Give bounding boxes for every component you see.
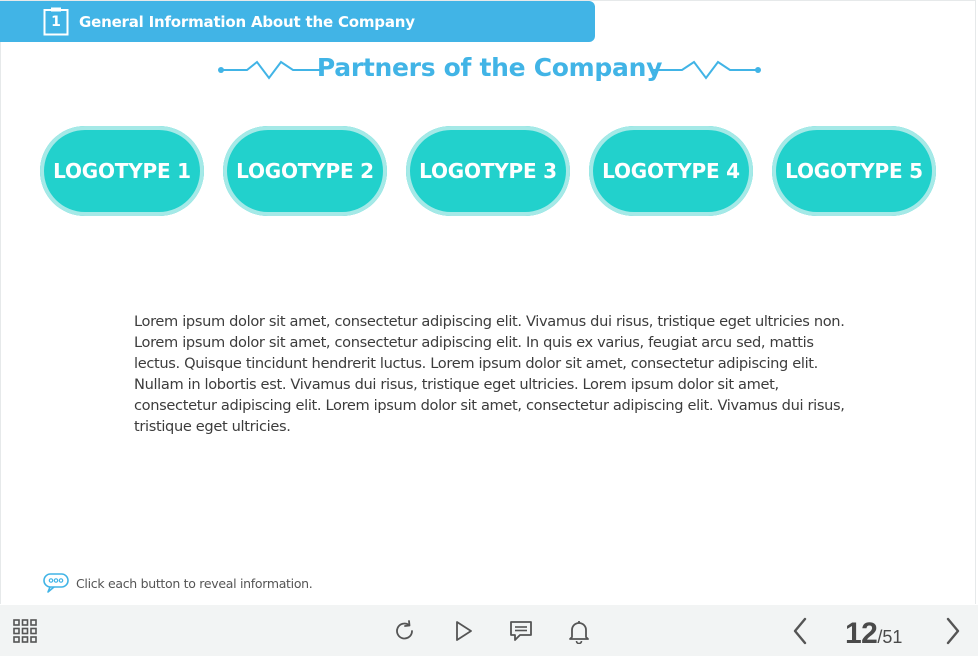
- logotype-2-label: LOGOTYPE 2: [228, 131, 382, 211]
- logotype-2-button[interactable]: [223, 126, 387, 216]
- body-line: Lorem ipsum dolor sit amet, consectetur adipiscing elit. In quis ex varius, feugiat arcu sed, mattis: [134, 334, 814, 351]
- total-pages: /51: [877, 627, 903, 647]
- instruction-hint: [43, 573, 312, 593]
- logotype-5-label: LOGOTYPE 5: [777, 131, 931, 211]
- prev-arrow-icon: [790, 616, 810, 646]
- grid-menu-icon: [12, 618, 38, 644]
- section-number: 1: [51, 14, 61, 30]
- replay-button[interactable]: [390, 605, 420, 656]
- clipboard-icon: [43, 7, 69, 36]
- page-title-block: [217, 50, 762, 90]
- logotype-1-label: LOGOTYPE 1: [45, 131, 199, 211]
- logotype-4-button[interactable]: [589, 126, 753, 216]
- current-page: 12: [845, 617, 878, 650]
- next-arrow-icon: [943, 616, 963, 646]
- body-line: tristique eget ultricies.: [134, 418, 291, 435]
- notifications-icon: [566, 618, 592, 644]
- previous-slide-button[interactable]: [785, 605, 815, 656]
- comments-icon: [508, 619, 534, 643]
- logotype-4-label: LOGOTYPE 4: [594, 131, 748, 211]
- logotype-3-button[interactable]: [406, 126, 570, 216]
- section-header: [0, 1, 595, 42]
- menu-button[interactable]: [10, 605, 40, 656]
- logotype-5-button[interactable]: [772, 126, 936, 216]
- play-button[interactable]: [448, 605, 478, 656]
- chat-bubble-icon: [43, 573, 69, 593]
- player-toolbar: [0, 605, 978, 656]
- body-line: Nullam in lobortis est. Vivamus dui risus, tristique eget ultricies. Lorem ipsum dolor sit amet,: [134, 376, 779, 393]
- body-line: Lorem ipsum dolor sit amet, consectetur adipiscing elit. Vivamus dui risus, tristique eget ultricies non.: [134, 313, 845, 330]
- comments-button[interactable]: [506, 605, 536, 656]
- logotype-3-label: LOGOTYPE 3: [411, 131, 565, 211]
- zigzag-decoration-right-icon: [650, 58, 762, 82]
- replay-icon: [393, 619, 417, 643]
- section-title: General Information About the Company: [79, 13, 415, 31]
- body-line: lectus. Quisque tincidunt hendrerit luctus. Lorem ipsum dolor sit amet, consectetur adipiscing elit.: [134, 355, 818, 372]
- play-icon: [451, 619, 475, 643]
- body-line: consectetur adipiscing elit. Lorem ipsum dolor sit amet, consectetur adipiscing elit. Vivamus dui risus,: [134, 397, 845, 414]
- next-slide-button[interactable]: [938, 605, 968, 656]
- logotype-1-button[interactable]: [40, 126, 204, 216]
- body-paragraph: [134, 311, 854, 437]
- page-title: Partners of the Company: [316, 53, 663, 82]
- notifications-button[interactable]: [564, 605, 594, 656]
- page-counter: [845, 617, 902, 651]
- hint-text: Click each button to reveal information.: [76, 575, 313, 591]
